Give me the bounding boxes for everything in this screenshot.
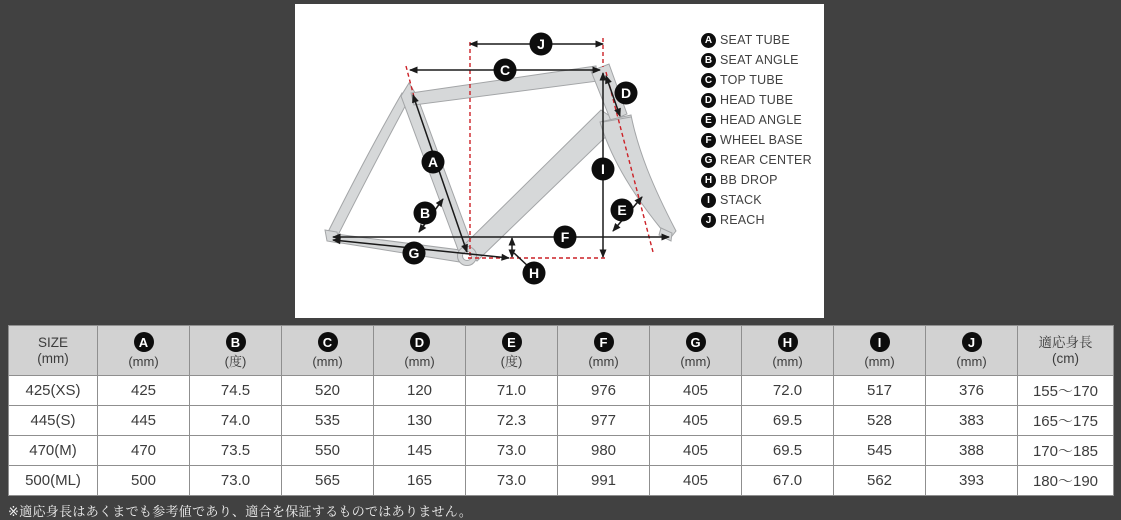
down-tube <box>462 110 620 261</box>
legend-label: HEAD ANGLE <box>720 113 802 127</box>
height-header-label: 適応身長 <box>1038 334 1093 350</box>
size-header-label: SIZE <box>37 334 68 350</box>
legend-item-head-angle <box>701 110 812 130</box>
legend-e-icon: E <box>701 113 716 128</box>
size-cell: 500(ML) <box>9 466 98 496</box>
table-cell: 976 <box>558 376 650 406</box>
seat-stay <box>328 93 409 239</box>
table-cell: 69.5 <box>742 406 834 436</box>
marker-D <box>615 82 638 105</box>
table-cell: 500 <box>98 466 190 496</box>
marker-E <box>611 199 634 222</box>
table-cell: 528 <box>834 406 926 436</box>
table-row-500ml <box>9 466 1114 496</box>
table-cell: 405 <box>650 376 742 406</box>
legend-c-icon: C <box>701 73 716 88</box>
column-unit: (mm) <box>680 354 711 369</box>
geometry-table <box>8 325 1114 496</box>
size-cell: 470(M) <box>9 436 98 466</box>
column-header-h <box>742 326 834 376</box>
column-unit: (mm) <box>588 354 619 369</box>
marker-C <box>494 59 517 82</box>
column-unit: (mm) <box>772 354 803 369</box>
legend-item-stack <box>701 190 812 210</box>
table-row-470m <box>9 436 1114 466</box>
marker-J <box>530 33 553 56</box>
column-unit: (mm) <box>956 354 987 369</box>
svg-text:A: A <box>427 154 439 170</box>
legend-item-seat-angle <box>701 50 812 70</box>
table-cell: 550 <box>282 436 374 466</box>
table-cell: 545 <box>834 436 926 466</box>
size-column-header <box>9 326 98 376</box>
table-cell: 72.0 <box>742 376 834 406</box>
table-cell: 425 <box>98 376 190 406</box>
svg-text:E: E <box>617 202 627 218</box>
table-cell: 980 <box>558 436 650 466</box>
table-row-445s <box>9 406 1114 436</box>
legend-label: SEAT TUBE <box>720 33 790 47</box>
marker-B <box>414 202 437 225</box>
table-cell: 565 <box>282 466 374 496</box>
j-circle-icon: J <box>962 332 982 352</box>
column-unit: (mm) <box>128 354 159 369</box>
e-circle-icon: E <box>502 332 522 352</box>
table-cell: 130 <box>374 406 466 436</box>
footnote: ※適応身長はあくまでも参考値であり、適合を保証するものではありません。 <box>8 504 473 519</box>
legend-label: REACH <box>720 213 765 227</box>
size-cell: 445(S) <box>9 406 98 436</box>
column-unit: (mm) <box>864 354 895 369</box>
height-column-header <box>1018 326 1114 376</box>
legend-j-icon: J <box>701 213 716 228</box>
table-cell: 383 <box>926 406 1018 436</box>
table-cell: 71.0 <box>466 376 558 406</box>
a-circle-icon: A <box>134 332 154 352</box>
height-cell: 165〜175 <box>1018 406 1114 436</box>
table-cell: 72.3 <box>466 406 558 436</box>
column-header-d <box>374 326 466 376</box>
table-cell: 517 <box>834 376 926 406</box>
legend-item-reach <box>701 210 812 230</box>
marker-F <box>554 226 577 249</box>
svg-text:C: C <box>499 62 511 78</box>
legend-label: REAR CENTER <box>720 153 812 167</box>
legend-a-icon: A <box>701 33 716 48</box>
table-cell: 73.5 <box>190 436 282 466</box>
height-cell: 170〜185 <box>1018 436 1114 466</box>
table-cell: 991 <box>558 466 650 496</box>
svg-text:D: D <box>620 85 632 101</box>
column-header-g <box>650 326 742 376</box>
legend-h-icon: H <box>701 173 716 188</box>
marker-A <box>422 151 445 174</box>
h-circle-icon: H <box>778 332 798 352</box>
svg-text:H: H <box>528 265 540 281</box>
table-cell: 376 <box>926 376 1018 406</box>
legend-i-icon: I <box>701 193 716 208</box>
legend-g-icon: G <box>701 153 716 168</box>
table-cell: 145 <box>374 436 466 466</box>
table-cell: 73.0 <box>466 436 558 466</box>
table-cell: 562 <box>834 466 926 496</box>
table-cell: 388 <box>926 436 1018 466</box>
table-cell: 470 <box>98 436 190 466</box>
svg-text:B: B <box>419 205 431 221</box>
g-circle-icon: G <box>686 332 706 352</box>
legend-item-wheel-base <box>701 130 812 150</box>
table-cell: 69.5 <box>742 436 834 466</box>
svg-text:I: I <box>601 161 605 177</box>
table-cell: 405 <box>650 406 742 436</box>
marker-I <box>592 158 615 181</box>
table-cell: 405 <box>650 436 742 466</box>
legend-label: STACK <box>720 193 762 207</box>
legend-label: TOP TUBE <box>720 73 784 87</box>
header-row <box>9 326 1114 376</box>
table-cell: 165 <box>374 466 466 496</box>
table-cell: 120 <box>374 376 466 406</box>
column-header-a <box>98 326 190 376</box>
column-unit: (度) <box>500 354 523 369</box>
b-circle-icon: B <box>226 332 246 352</box>
size-header-unit: (mm) <box>37 350 69 366</box>
column-header-b <box>190 326 282 376</box>
table-cell: 445 <box>98 406 190 436</box>
c-circle-icon: C <box>318 332 338 352</box>
legend-item-top-tube <box>701 70 812 90</box>
column-header-c <box>282 326 374 376</box>
svg-text:F: F <box>560 229 570 245</box>
height-cell: 180〜190 <box>1018 466 1114 496</box>
legend-label: SEAT ANGLE <box>720 53 799 67</box>
table-cell: 74.5 <box>190 376 282 406</box>
legend-label: HEAD TUBE <box>720 93 794 107</box>
legend-f-icon: F <box>701 133 716 148</box>
legend-item-seat-tube <box>701 30 812 50</box>
column-header-f <box>558 326 650 376</box>
svg-text:G: G <box>408 245 420 261</box>
column-unit: (mm) <box>404 354 435 369</box>
table-cell: 535 <box>282 406 374 436</box>
column-header-j <box>926 326 1018 376</box>
height-cell: 155〜170 <box>1018 376 1114 406</box>
table-cell: 393 <box>926 466 1018 496</box>
table-cell: 73.0 <box>190 466 282 496</box>
legend-label: WHEEL BASE <box>720 133 803 147</box>
table-cell: 520 <box>282 376 374 406</box>
column-header-i <box>834 326 926 376</box>
table-cell: 67.0 <box>742 466 834 496</box>
legend-item-rear-center <box>701 150 812 170</box>
legend-item-bb-drop <box>701 170 812 190</box>
table-cell: 73.0 <box>466 466 558 496</box>
marker-H <box>523 262 546 285</box>
column-unit: (度) <box>224 354 247 369</box>
height-header-unit: (cm) <box>1052 350 1079 366</box>
table-row-425xs <box>9 376 1114 406</box>
legend-b-icon: B <box>701 53 716 68</box>
svg-text:J: J <box>537 36 545 52</box>
f-circle-icon: F <box>594 332 614 352</box>
legend-item-head-tube <box>701 90 812 110</box>
marker-G <box>403 242 426 265</box>
table-cell: 977 <box>558 406 650 436</box>
legend-label: BB DROP <box>720 173 778 187</box>
table-cell: 405 <box>650 466 742 496</box>
column-header-e <box>466 326 558 376</box>
size-cell: 425(XS) <box>9 376 98 406</box>
d-circle-icon: D <box>410 332 430 352</box>
i-circle-icon: I <box>870 332 890 352</box>
geometry-diagram-panel <box>295 4 824 318</box>
column-unit: (mm) <box>312 354 343 369</box>
legend-d-icon: D <box>701 93 716 108</box>
table-cell: 74.0 <box>190 406 282 436</box>
legend <box>701 30 812 230</box>
